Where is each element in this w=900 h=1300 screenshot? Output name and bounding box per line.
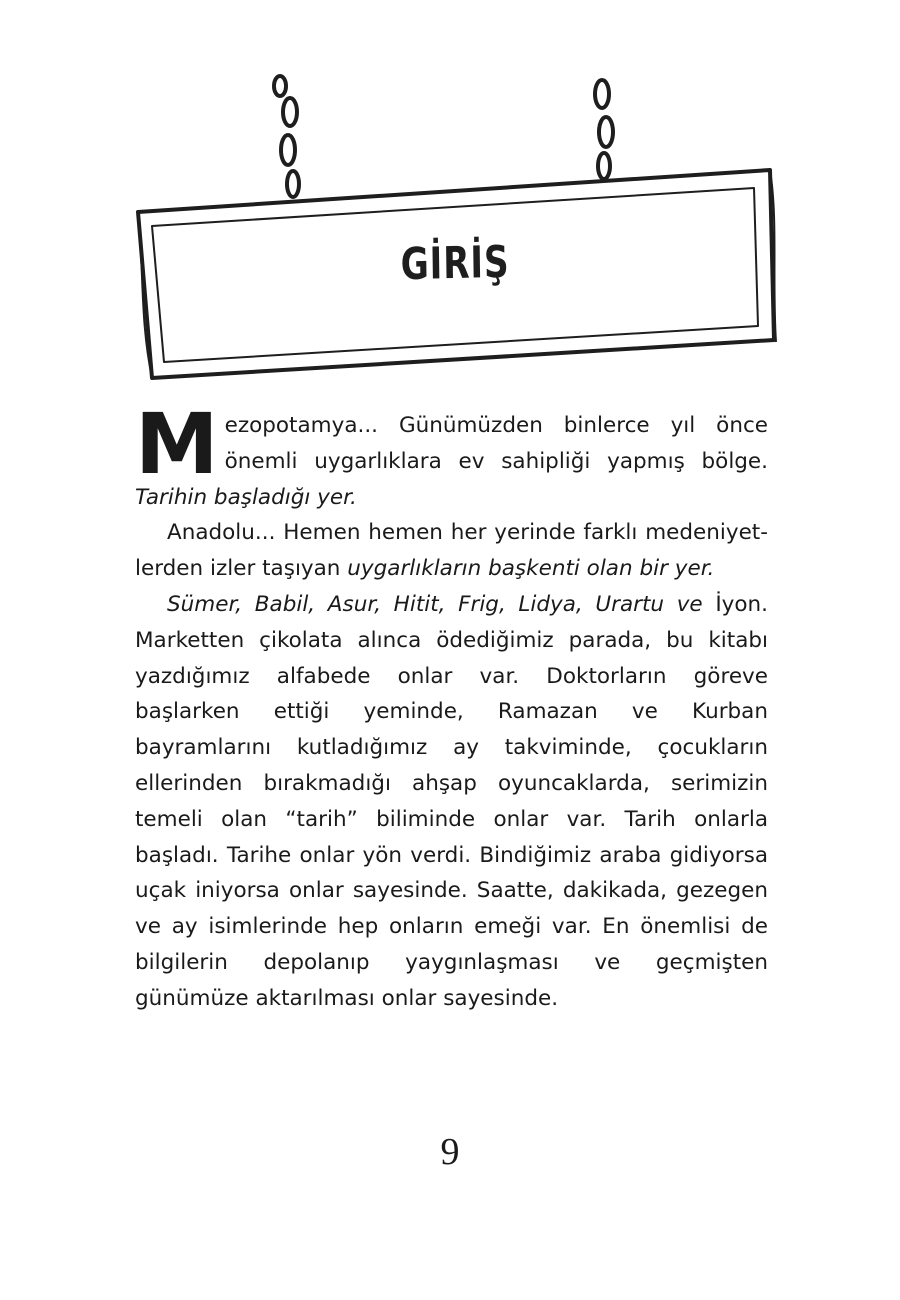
left-chain [274,76,299,214]
paragraph-3-text: İyon. Marketten çikolata alınca ödediğimiz parada, bu kitabı yazdığımız alfabede onlar var. Doktorların göreve başlarken ettiği yeminde, Ramazan ve Kurban bayramlarını kutladığımız ay takviminde, çocukların ellerinden bırakmadığı ahşap oyuncaklarda, serimizin temeli olan “tarih” biliminde onlar var. Tarih onlarla başladı. Tarihe onlar yön verdi. Bindiğimiz araba gidiyorsa uçak iniyorsa onlar sayesinde. Saatte, dakikada, gezegen ve ay isimlerinde hep onların emeği var. En önemlisi de bilgilerin depolanıp yaygınlaşması ve geçmişten günümüze aktarılması onlar sayesinde. [135,591,768,1011]
page-title: GİRİŞ [400,236,510,291]
hanging-sign [130,70,780,390]
paragraph-2 [135,515,768,587]
paragraph-3 [135,587,768,1017]
paragraph-1-italic: Tarihin başladığı yer. [135,484,357,510]
paragraph-2-text: Anadolu... Hemen hemen her yerinde farklı medeniyetlerden izler taşıyan [135,520,768,582]
paragraph-1-text: ezopotamya... Günümüzden binlerce yıl önce önemli uygarlıklara ev sahipliği yapmış bölge. [224,413,768,474]
drop-cap: M [135,395,219,493]
paragraph-2-italic: uygarlıkların başkenti olan bir yer. [347,556,715,582]
paragraph-1 [135,395,768,515]
hanging-sign-illustration [130,70,780,390]
body-text [135,395,768,1017]
right-chain [595,80,613,192]
paragraph-3-italic: Sümer, Babil, Asur, Hitit, Frig, Lidya, Urartu ve [167,591,703,617]
page-number: 9 [440,1131,460,1173]
